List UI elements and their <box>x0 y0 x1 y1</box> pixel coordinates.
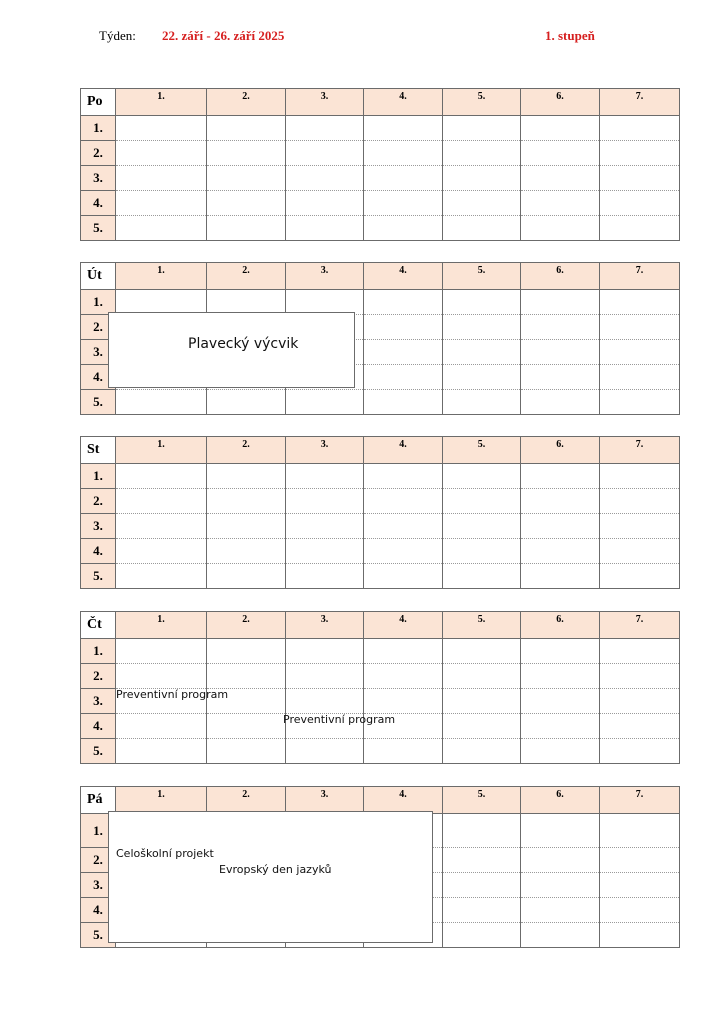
note-evropsky-den-jazyku: Evropský den jazyků <box>219 863 332 876</box>
row-label: 5. <box>81 739 116 764</box>
page-header <box>0 28 724 48</box>
row-label: 1. <box>81 464 116 489</box>
period-header: 1. <box>116 787 207 814</box>
row-label: 2. <box>81 141 116 166</box>
row-label: 5. <box>81 390 116 415</box>
period-header: 4. <box>364 263 443 290</box>
period-header: 2. <box>207 263 286 290</box>
period-header: 5. <box>443 89 521 116</box>
row-label: 5. <box>81 216 116 241</box>
period-header: 6. <box>521 89 600 116</box>
period-header: 2. <box>207 787 286 814</box>
period-header: 5. <box>443 437 521 464</box>
row-label: 2. <box>81 848 116 873</box>
day-table-ut <box>80 262 665 415</box>
period-header: 1. <box>116 612 207 639</box>
week-dates: 22. září - 26. září 2025 <box>162 28 285 43</box>
row-label: 2. <box>81 489 116 514</box>
row-label: 1. <box>81 814 116 848</box>
period-header: 6. <box>521 263 600 290</box>
period-header: 6. <box>521 787 600 814</box>
row-label: 3. <box>81 514 116 539</box>
row-label: 1. <box>81 290 116 315</box>
period-header: 4. <box>364 437 443 464</box>
row-label: 3. <box>81 689 116 714</box>
row-label: 3. <box>81 340 116 365</box>
period-header: 5. <box>443 787 521 814</box>
day-table-po <box>80 88 665 241</box>
period-header: 7. <box>600 263 680 290</box>
school-level: 1. stupeň <box>545 28 595 43</box>
period-header: 7. <box>600 787 680 814</box>
period-header: 6. <box>521 612 600 639</box>
note-preventivni-program-1: Preventivní program <box>116 688 229 701</box>
period-header: 7. <box>600 437 680 464</box>
row-label: 4. <box>81 898 116 923</box>
row-label: 2. <box>81 664 116 689</box>
day-name: Pá <box>81 787 116 814</box>
note-preventivni-program-2: Preventivní program <box>283 713 396 726</box>
day-table-ct <box>80 611 665 764</box>
period-header: 3. <box>286 612 364 639</box>
period-header: 7. <box>600 89 680 116</box>
day-table-st <box>80 436 665 589</box>
period-header: 6. <box>521 437 600 464</box>
period-header: 1. <box>116 89 207 116</box>
row-label: 4. <box>81 365 116 390</box>
period-header: 3. <box>286 89 364 116</box>
week-label: Týden: <box>99 28 136 43</box>
row-label: 2. <box>81 315 116 340</box>
period-header: 3. <box>286 437 364 464</box>
day-name: Út <box>81 263 116 290</box>
day-name: St <box>81 437 116 464</box>
day-table-pa <box>80 786 665 948</box>
merged-cell-projekt <box>108 811 433 943</box>
period-header: 4. <box>364 787 443 814</box>
row-label: 4. <box>81 714 116 739</box>
row-label: 1. <box>81 116 116 141</box>
day-name: Čt <box>81 612 116 639</box>
note-celoskolni-projekt: Celoškolní projekt <box>116 847 214 860</box>
period-header: 2. <box>207 437 286 464</box>
period-header: 3. <box>286 263 364 290</box>
row-label: 5. <box>81 564 116 589</box>
row-label: 3. <box>81 166 116 191</box>
row-label: 1. <box>81 639 116 664</box>
row-label: 5. <box>81 923 116 948</box>
period-header: 5. <box>443 263 521 290</box>
row-label: 4. <box>81 191 116 216</box>
period-header: 1. <box>116 437 207 464</box>
day-name: Po <box>81 89 116 116</box>
row-label: 3. <box>81 873 116 898</box>
period-header: 2. <box>207 89 286 116</box>
period-header: 3. <box>286 787 364 814</box>
period-header: 4. <box>364 89 443 116</box>
row-label: 4. <box>81 539 116 564</box>
period-header: 5. <box>443 612 521 639</box>
note-plavecky-vycvik: Plavecký výcvik <box>188 336 299 352</box>
period-header: 4. <box>364 612 443 639</box>
period-header: 2. <box>207 612 286 639</box>
period-header: 7. <box>600 612 680 639</box>
period-header: 1. <box>116 263 207 290</box>
